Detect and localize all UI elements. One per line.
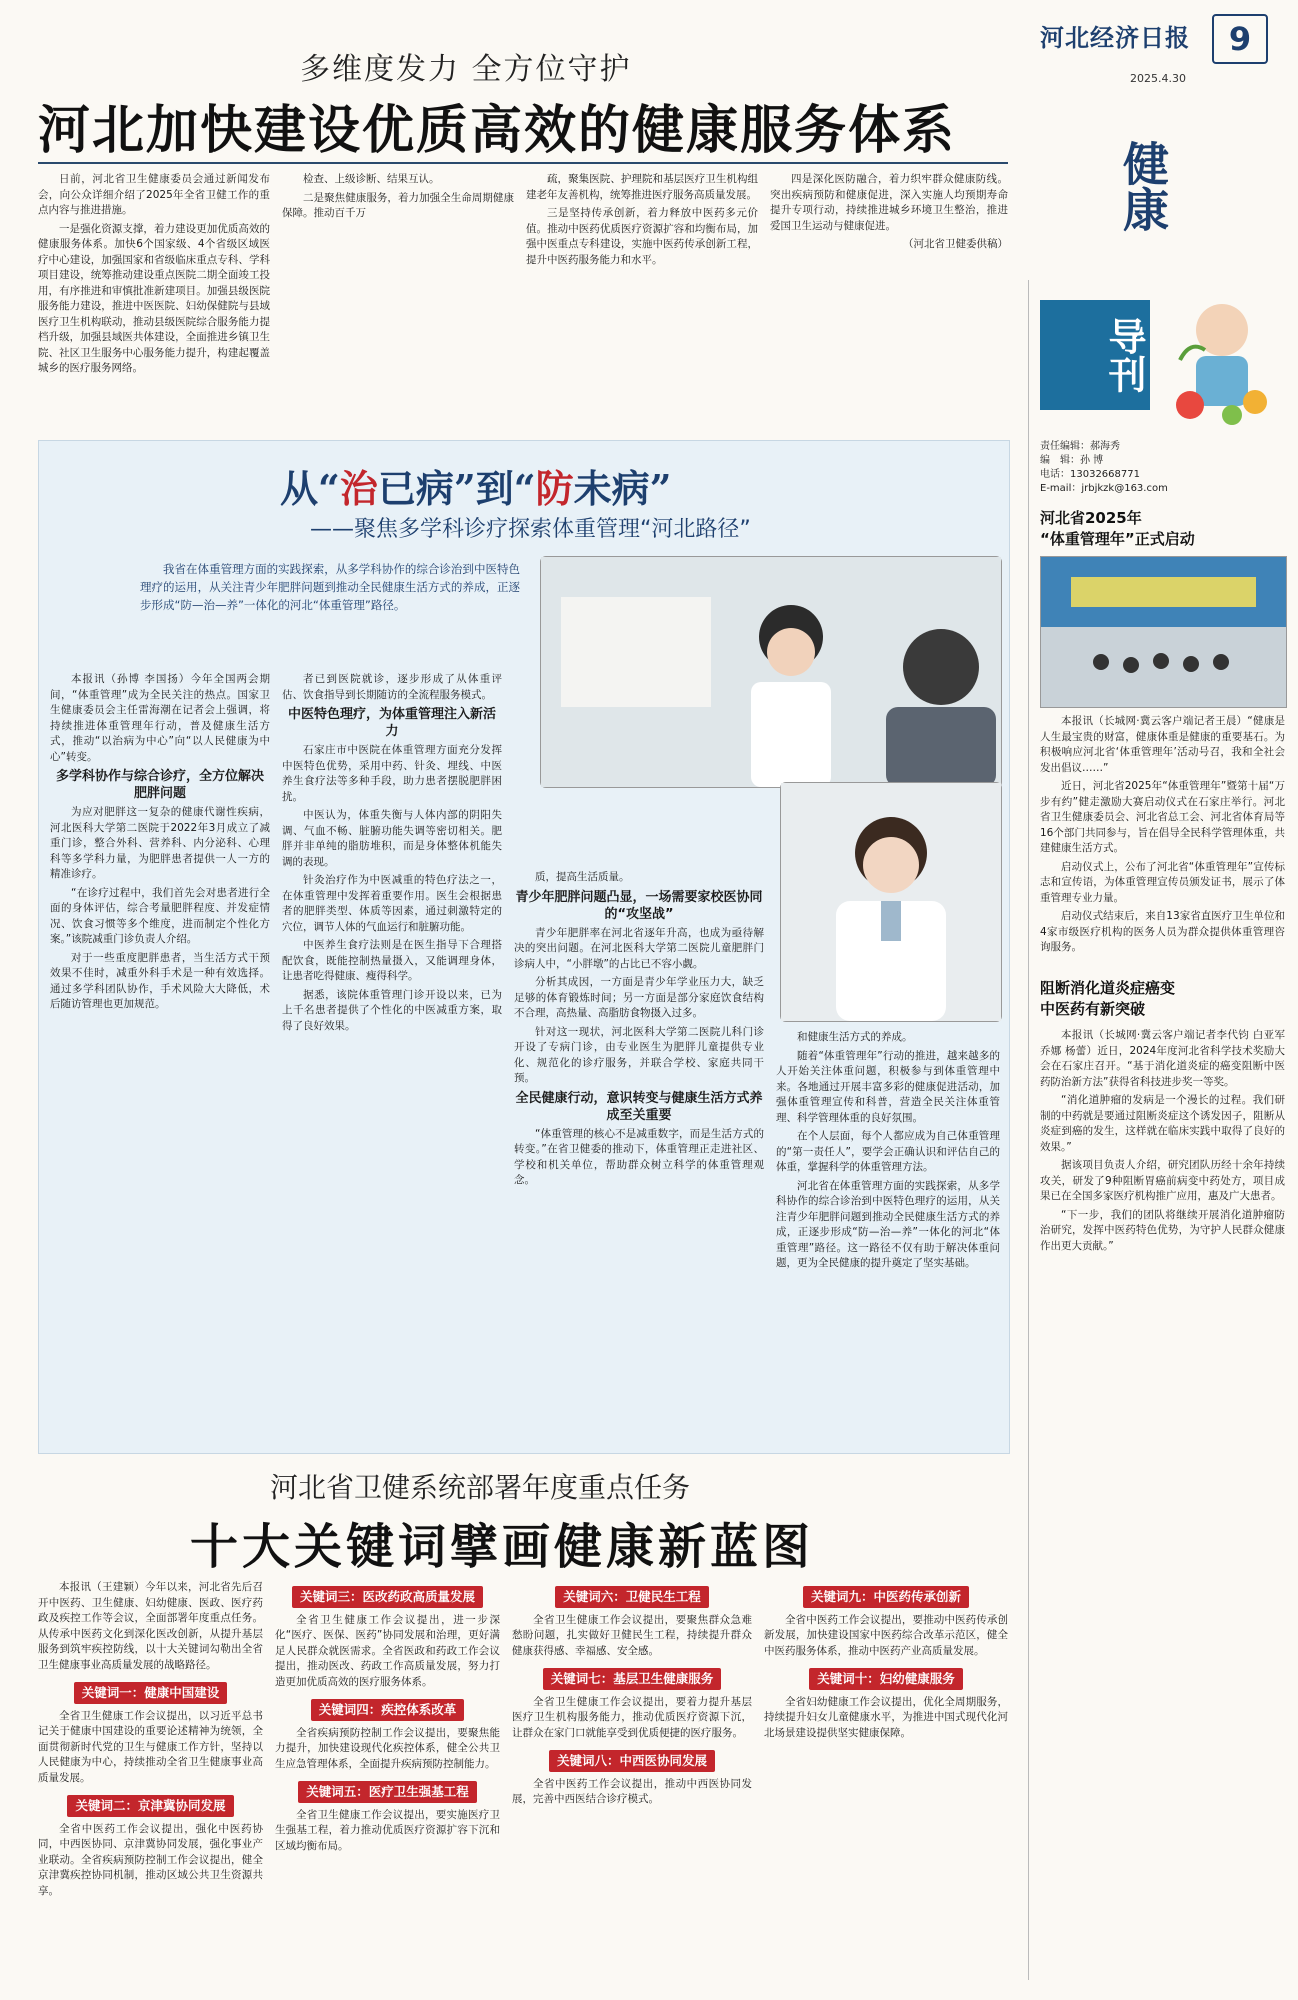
feature-subhead: 全民健康行动，意识转变与健康生活方式养成至关重要: [515, 1090, 763, 1123]
feature-paragraph: 质，提高生活质量。: [535, 871, 630, 883]
email-label: E-mail：: [1040, 483, 1082, 494]
headline-rule: [38, 162, 1008, 164]
bottom-column-4: [764, 1580, 1008, 1990]
keyword-4-text: 全省疾病预防控制工作会议提出，要聚焦能力提升，加快建设现代化疾控体系，健全公共卫生应急管理体系，全面提升疾病预防控制能力。: [275, 1726, 500, 1770]
keyword-10-label: 关键词十：妇幼健康服务: [809, 1668, 963, 1690]
story1-paragraph: 启动仪式结束后，来自13家省直医疗卫生单位和4家市级医疗机构的医务人员为群众提供体重管理咨询服务。: [1040, 910, 1285, 953]
story2-paragraph: “下一步，我们的团队将继续开展消化道肿瘤防治研究，发挥中医药特色优势，为守护人民群众健康作出更大贡献。”: [1040, 1208, 1285, 1252]
page-number: 9: [1228, 20, 1252, 58]
section-title-text: 健康: [1116, 140, 1170, 232]
sidebar-story-2-headline: [1040, 978, 1285, 1020]
feature-paragraph: “体重管理的核心不是减重数字，而是生活方式的转变。”在省卫健委的推动下，体重管理正走进社区、学校和机关单位，帮助群众树立科学的体重管理观念。: [514, 1127, 764, 1186]
feature-intro: [140, 560, 520, 660]
lead-paragraph: 疏，聚集医院、护理院和基层医疗卫生机构组建老年友善机构，统筹推进医疗服务高质量发展。: [526, 173, 758, 201]
keyword-1-text: 全省卫生健康工作会议提出，以习近平总书记关于健康中国建设的重要论述精神为统领，全面贯彻新时代党的卫生与健康工作方针，坚持以人民健康为中心，持续推动全省卫生健康事业高质量发展。: [38, 1709, 263, 1784]
story2-paragraph: 本报讯（长城网·冀云客户端记者李代钧 白亚军 乔娜 杨蕾）近日，2024年度河北省科学技术奖励大会在石家庄召开。“基于消化道炎症的癌变阻断中医药防治新方法”获得省科技进步奖一等奖。: [1040, 1029, 1285, 1088]
feature-title-part: 已病”到“: [377, 466, 536, 511]
keyword-4-label: 关键词四：疾控体系改革: [311, 1699, 465, 1721]
keyword-2-label: 关键词二：京津冀协同发展: [67, 1795, 233, 1817]
doctor-photo-1: [540, 556, 1002, 788]
feature-paragraph: 河北省在体重管理方面的实践探索，从多学科协作的综合诊治到中医特色理疗的运用，从关注青少年肥胖问题到推动全民健康生活方式的养成，正逐步形成“防—治—养”一体化的河北“体重管理”路径。这一路径不仅有助于解决体重问题，更为全民健康的提升奠定了坚实基础。: [776, 1179, 1000, 1269]
keyword-3-text: 全省卫生健康工作会议提出，进一步深化“医疗、医保、医药”协同发展和治理，更好满足人民群众就医需求。全省医政和药政工作会议提出，推动医改、药政工作高质量发展，努力打造更加优质高效的医疗服务体系。: [275, 1613, 500, 1688]
guide-banner: [1040, 300, 1150, 410]
editor-label: 责任编辑：: [1040, 441, 1090, 452]
feature-intro-text: 我省在体重管理方面的实践探索，从多学科协作的综合诊治到中医特色理疗的运用，从关注青少年肥胖问题到推动全民健康生活方式的养成，正逐步形成“防—治—养”一体化的河北“体重管理”路径。: [140, 562, 520, 612]
guide-label: 导刊: [1102, 317, 1147, 393]
feature-paragraph: 中医认为，体重失衡与人体内部的阴阳失调、气血不畅、脏腑功能失调等密切相关。肥胖并非单纯的脂肪堆积，而是身体整体机能失调的表现。: [282, 809, 502, 868]
story2-headline-line2: 中医药有新突破: [1040, 1000, 1146, 1018]
keyword-6-text: 全省卫生健康工作会议提出，要聚焦群众急难愁盼问题，扎实做好卫健民生工程，持续提升群众健康获得感、幸福感、安全感。: [512, 1613, 752, 1657]
feature-paragraph: 据悉，该院体重管理门诊开设以来，已为上千名患者提供了个性化的中医减重方案，取得了良好效果。: [282, 988, 502, 1032]
feature-column-3: [514, 870, 764, 1442]
keyword-3-label: 关键词三：医改药政高质量发展: [292, 1586, 483, 1608]
ceremony-photo-icon: [1041, 557, 1286, 707]
feature-subhead: 青少年肥胖问题凸显，一场需要家校医协同的“攻坚战”: [515, 889, 763, 922]
story1-paragraph: 启动仪式上，公布了河北省“体重管理年”宣传标志和宣传语，为体重管理宣传员颁发证书，展示了体重管理专业力量。: [1040, 860, 1285, 904]
keyword-7-text: 全省卫生健康工作会议提出，要着力提升基层医疗卫生机构服务能力，推动优质医疗资源下沉，让群众在家门口就能享受到优质便捷的医疗服务。: [512, 1695, 752, 1739]
phone-label: 电话：: [1040, 469, 1070, 480]
feature-paragraph: 在个人层面，每个人都应成为自己体重管理的“第一责任人”，要学会正确认识和评估自己的体重，掌握科学的体重管理方法。: [776, 1130, 1000, 1173]
story2-headline-line1: 阻断消化道炎症癌变: [1040, 979, 1176, 997]
feature-paragraph: 本报讯（孙博 李国扬）今年全国两会期间，“体重管理”成为全民关注的热点。国家卫生健康委员会主任雷海潮在记者会上强调，将持续推进体重管理年行动，普及健康生活方式，推动“以治病为中心”向“以人民健康为中心”转变。: [50, 673, 270, 763]
feature-paragraph: 针对这一现状，河北医科大学第二医院儿科门诊开设了专病门诊，由专业医生为肥胖儿童提供专业化、规范化的诊疗服务，并联合学校、家庭共同干预。: [514, 1025, 764, 1084]
keyword-8-label: 关键词八：中西医协同发展: [549, 1750, 715, 1772]
feature-subtitle: ——聚焦多学科诊疗探索体重管理“河北路径”: [310, 517, 751, 542]
lead-paragraph: 日前，河北省卫生健康委员会通过新闻发布会，向公众详细介绍了2025年全省卫健工作的重点内容与推进措施。: [38, 173, 270, 216]
keyword-9-text: 全省中医药工作会议提出，要推动中医药传承创新发展，加快建设国家中医药综合改革示范区，健全中医药服务体系，推动中医药产业高质量发展。: [764, 1613, 1008, 1657]
keyword-5-text: 全省卫生健康工作会议提出，要实施医疗卫生强基工程，着力推动优质医疗资源扩容下沉和区域均衡布局。: [275, 1808, 500, 1852]
lead-paragraph: 三是坚持传承创新，着力释放中医药多元价值。推动中医药优质医疗资源扩容和均衡布局，加强中医重点专科建设，实施中医药传承创新工程，提升中医药服务能力和水平。: [526, 207, 758, 266]
event-photo: [1040, 556, 1287, 708]
bottom-headline: 十大关键词擘画健康新蓝图: [190, 1519, 815, 1575]
fruit-illustration-icon: [1160, 290, 1285, 430]
feature-title-highlight: 防: [535, 466, 574, 511]
email-address: jrbjkzk@163.com: [1081, 483, 1168, 494]
feature-paragraph: 分析其成因，一方面是青少年学业压力大，缺乏足够的体育锻炼时间；另一方面是部分家庭饮食结构不合理，高热量、高脂肪食物摄入过多。: [514, 976, 764, 1019]
story1-headline-line1: 河北省2025年: [1040, 509, 1142, 527]
feature-title-part: 未病”: [573, 466, 672, 511]
lead-paragraph: 四是深化医防融合，着力织牢群众健康防线。突出疾病预防和健康促进，深入实施人均预期寿命提升专项行动，持续推进城乡环境卫生整治，推进爱国卫生运动与健康促进。: [770, 173, 1008, 232]
sidebar-story-2-body: [1040, 1028, 1285, 1988]
story2-paragraph: 据该项目负责人介绍，研究团队历经十余年持续攻关，研发了9种阻断胃癌前病变中药处方，项目成果已在全国多家医疗机构推广应用，惠及广大患者。: [1040, 1159, 1285, 1202]
proof-name: 孙 博: [1080, 455, 1104, 466]
doctor-photo-2: [780, 782, 1002, 1022]
lead-byline: （河北省卫健委供稿）: [903, 238, 1008, 250]
keyword-6-label: 关键词六：卫健民生工程: [555, 1586, 709, 1608]
issue-date: 2025.4.30: [1130, 72, 1186, 85]
keyword-8-text: 全省中医药工作会议提出，推动中西医协同发展，完善中西医结合诊疗模式。: [512, 1777, 752, 1805]
story1-headline-line2: “体重管理年”正式启动: [1040, 530, 1195, 548]
keyword-2-text: 全省中医药工作会议提出，强化中医药协同，中西医协同、京津冀协同发展，强化事业产业联动。全省疾病预防控制工作会议提出，健全京津冀疾控协同机制，推动区域公共卫生资源共享。: [38, 1822, 263, 1897]
editor-name: 郝海秀: [1090, 441, 1120, 452]
editor-credits: [1040, 440, 1280, 496]
feature-paragraph: 者已到医院就诊，逐步形成了从体重评估、饮食指导到长期随访的全流程服务模式。: [282, 673, 502, 701]
section-title: [1112, 140, 1172, 232]
feature-title-highlight: 治: [339, 466, 378, 511]
consultation-photo-icon: [541, 557, 1001, 787]
lead-column-3: [526, 172, 758, 434]
masthead: [1040, 10, 1290, 100]
keyword-5-label: 关键词五：医疗卫生强基工程: [298, 1781, 477, 1803]
lead-headline: 河北加快建设优质高效的健康服务体系: [38, 100, 957, 161]
bottom-column-3: [512, 1580, 752, 1990]
feature-subhead: 中医特色理疗，为体重管理注入新活力: [287, 707, 496, 739]
story1-paragraph: 近日，河北省2025年“体重管理年”暨第十届“万步有约”健走激励大赛启动仪式在石家庄举行。河北省卫生健康委员会、河北省总工会、河北省体育局等16个部门共同参与，旨在倡导全民科学管理体重，共建健康生活方式。: [1040, 780, 1285, 854]
bottom-kicker: 河北省卫健系统部署年度重点任务: [270, 1471, 691, 1504]
lead-column-1: [38, 172, 270, 434]
phone-number: 13032668771: [1070, 469, 1140, 480]
lead-column-2: [282, 172, 514, 434]
lead-paragraph: 检查、上级诊断、结果互认。: [303, 173, 440, 185]
lead-column-4: [770, 172, 1008, 434]
feature-title: [280, 458, 671, 513]
feature-subhead: 多学科协作与综合诊疗，全方位解决肥胖问题: [55, 769, 264, 801]
bottom-column-2: [275, 1580, 500, 1990]
bottom-intro: 本报讯（王建颖）今年以来，河北省先后召开中医药、卫生健康、妇幼健康、医政、医疗药政及疾控工作等会议，全面部署年度重点任务。从传承中医药文化到深化医改创新，从提升基层服务到筑牢疾控防线，以十大关键词勾勒出全省卫生健康事业高质量发展的战略路径。: [38, 1581, 263, 1671]
sidebar-story-1-body: [1040, 714, 1285, 962]
feature-paragraph: 随着“体重管理年”行动的推进，越来越多的人开始关注体重问题，积极参与到体重管理中来。各地通过开展丰富多彩的健康促进活动，加强体重管理宣传和科普，营造全民关注体重管理、科学管理体重的良好氛围。: [776, 1049, 1000, 1124]
feature-paragraph: 对于一些重度肥胖患者，当生活方式干预效果不佳时，减重外科手术是一种有效选择。通过多学科团队协作，手术风险大大降低，术后随访管理也更加规范。: [50, 951, 270, 1010]
keyword-7-label: 关键词七：基层卫生健康服务: [543, 1668, 722, 1690]
proof-label: 编 辑：: [1040, 455, 1080, 466]
story2-paragraph: “消化道肿瘤的发病是一个漫长的过程。我们研制的中药就是要通过阻断炎症这个诱发因子，阻断从炎症到癌的发生，这样就在临床实践中取得了良好的效果。”: [1040, 1094, 1285, 1153]
feature-column-1: [50, 672, 270, 1442]
health-illustration: [1160, 290, 1285, 430]
feature-title-part: 从“: [280, 466, 340, 511]
feature-column-4: [776, 1030, 1000, 1442]
sidebar-divider: [1028, 280, 1029, 1980]
keyword-9-label: 关键词九：中医药传承创新: [803, 1586, 969, 1608]
bottom-column-1: [38, 1580, 263, 1990]
lead-paragraph: 一是强化资源支撑，着力建设更加优质高效的健康服务体系。加快6个国家级、4个省级区域医疗中心建设，加强国家和省级临床重点专科、学科项目建设，统筹推动建设重点医院二期全面竣工投用，有序推进和审慎批准新建项目。加强县级医院服务能力建设，推进中医医院、妇幼保健院与县域医疗卫生机构联动，推动县级医院综合服务能力提档升级，加强县域医共体建设，全面推进乡镇卫生院、社区卫生服务中心服务能力提升，构建起覆盖城乡的医疗服务网络。: [38, 222, 270, 374]
feature-paragraph: 中医养生食疗法则是在医生指导下合理搭配饮食，既能控制热量摄入，又能调理身体，让患者吃得健康、瘦得科学。: [282, 939, 502, 982]
feature-paragraph: 为应对肥胖这一复杂的健康代谢性疾病，河北医科大学第二医院于2022年3月成立了减重门诊，整合外科、营养科、内分泌科、心理科等多学科力量，为肥胖患者提供一人一方的精准诊疗。: [50, 806, 270, 880]
paper-name: 河北经济日报: [1040, 23, 1190, 52]
doctor-portrait-icon: [781, 783, 1001, 1021]
feature-paragraph: 和健康生活方式的养成。: [797, 1031, 913, 1043]
feature-paragraph: 石家庄市中医院在体重管理方面充分发挥中医特色优势，采用中药、针灸、埋线、中医养生食疗法等多种手段，助力患者摆脱肥胖困扰。: [282, 744, 502, 803]
feature-paragraph: “在诊疗过程中，我们首先会对患者进行全面的身体评估，综合考量肥胖程度、并发症情况、饮食习惯等多个维度，进而制定个性化方案。”该院减重门诊负责人介绍。: [50, 886, 270, 945]
lead-paragraph: 二是聚焦健康服务，着力加强全生命周期健康保障。推动百千万: [282, 191, 514, 219]
feature-paragraph: 针灸治疗作为中医减重的特色疗法之一，在体重管理中发挥着重要作用。医生会根据患者的肥胖类型、体质等因素，通过刺激特定的穴位，调节人体的气血运行和脏腑功能。: [282, 874, 502, 933]
keyword-1-label: 关键词一：健康中国建设: [74, 1682, 228, 1704]
page-number-box: [1212, 14, 1268, 64]
feature-paragraph: 青少年肥胖率在河北省逐年升高，也成为亟待解决的突出问题。在河北医科大学第二医院儿童肥胖门诊病人中，“小胖墩”的占比已不容小觑。: [514, 926, 764, 970]
keyword-10-text: 全省妇幼健康工作会议提出，优化全周期服务，持续提升妇女儿童健康水平，为推进中国式现代化河北场景建设提供坚实健康保障。: [764, 1695, 1008, 1739]
lead-kicker: 多维度发力 全方位守护: [300, 52, 632, 87]
sidebar-story-1-headline: [1040, 508, 1285, 550]
feature-column-2: [282, 672, 502, 1442]
story1-paragraph: 本报讯（长城网·冀云客户端记者王晨）“健康是人生最宝贵的财富，健康体重是健康的重要基石。为积极响应河北省‘体重管理年’活动号召，我和全社会发出倡议……”: [1040, 715, 1285, 774]
